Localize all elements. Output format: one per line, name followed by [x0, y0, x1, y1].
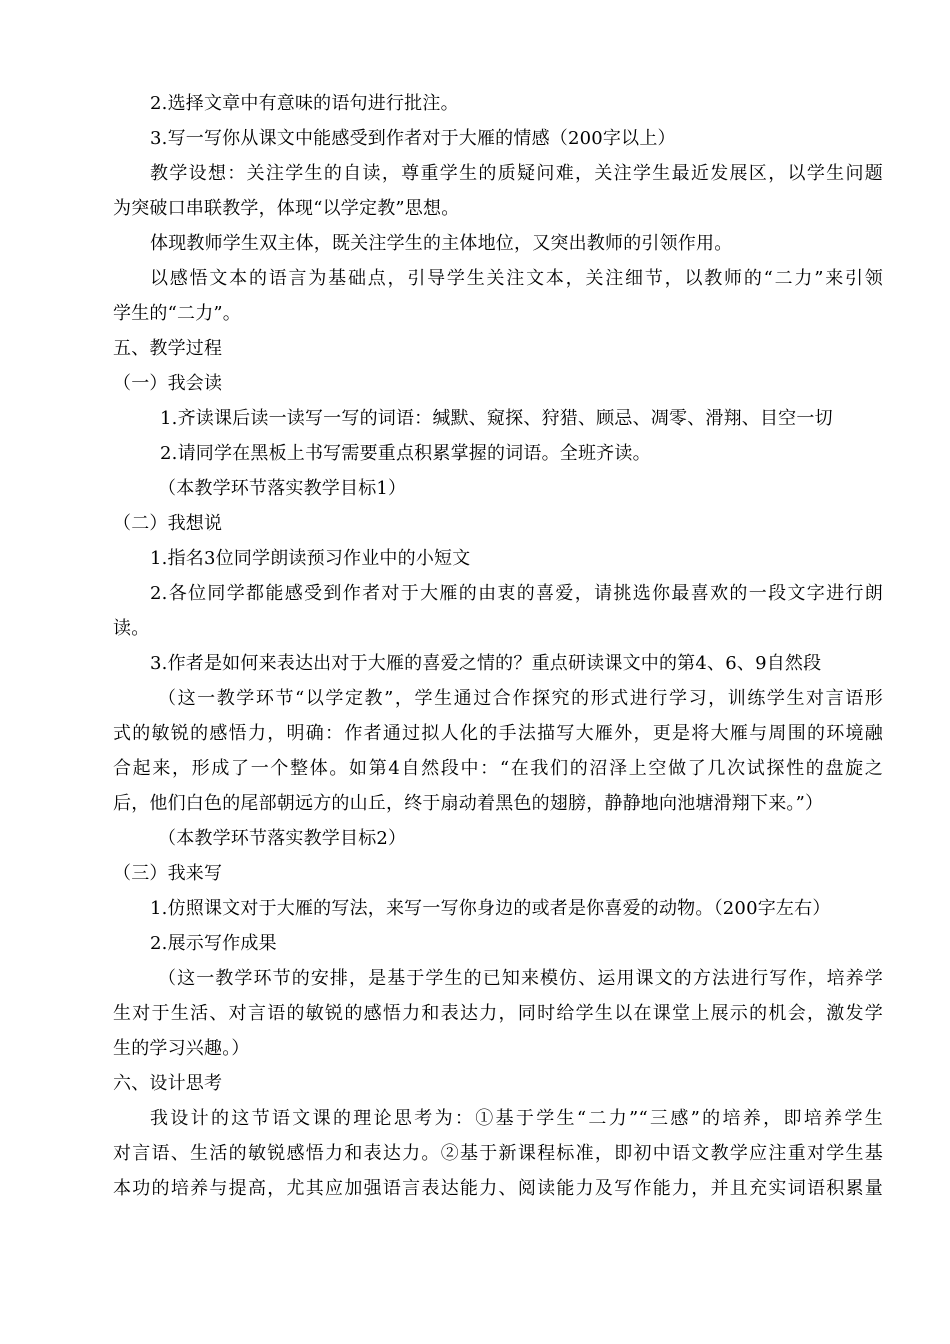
section-heading-6: 六、设计思考	[113, 1073, 223, 1094]
language-basis-line-2: 学生的“二力”。	[113, 303, 242, 324]
say-note-line-4: 后，他们白色的尾部朝远方的山丘，终于扇动着黑色的翅膀，静静地向池塘滑翔下来。”）	[113, 793, 824, 814]
design-thought-line-3: 本功的培养与提高，尤其应加强语言表达能力、阅读能力及写作能力，并且充实词语积累量	[113, 1178, 883, 1199]
say-note-line-1: （这一教学环节“以学定教”，学生通过合作探究的形式进行学习，训练学生对言语形	[158, 688, 883, 709]
design-thought-line-2: 对言语、生活的敏锐感悟力和表达力。②基于新课程标准，即初中语文教学应注重对学生基	[113, 1143, 883, 1164]
teaching-idea-line-1: 教学设想：关注学生的自读，尊重学生的质疑问难，关注学生最近发展区，以学生问题	[150, 163, 883, 184]
read-item-1: 1.齐读课后读一读写一写的词语：缄默、窥探、狩猎、顾忌、凋零、滑翔、目空一切	[160, 408, 833, 429]
teaching-idea-line-2: 为突破口串联教学，体现“以学定教”思想。	[113, 198, 460, 219]
objective-note-1: （本教学环节落实教学目标1）	[158, 478, 407, 499]
say-item-3: 3.作者是如何来表达出对于大雁的喜爱之情的？重点研读课文中的第4、6、9自然段	[150, 653, 822, 674]
subsection-heading-2: （二）我想说	[113, 513, 223, 534]
write-note-line-1: （这一教学环节的安排，是基于学生的已知来模仿、运用课文的方法进行写作，培养学	[158, 968, 883, 989]
write-note-line-3: 生的学习兴趣。）	[113, 1038, 250, 1059]
design-thought-line-1: 我设计的这节语文课的理论思考为：①基于学生“二力”“三感”的培养，即培养学生	[150, 1108, 883, 1129]
write-item-1: 1.仿照课文对于大雁的写法，来写一写你身边的或者是你喜爱的动物。（200字左右）	[150, 898, 831, 919]
say-item-1: 1.指名3位同学朗读预习作业中的小短文	[150, 548, 471, 569]
subsection-heading-1: （一）我会读	[113, 373, 223, 394]
read-item-2: 2.请同学在黑板上书写需要重点积累掌握的词语。全班齐读。	[160, 443, 651, 464]
say-item-2-line-1: 2.各位同学都能感受到作者对于大雁的由衷的喜爱，请挑选你最喜欢的一段文字进行朗	[150, 583, 883, 604]
subsection-heading-3: （三）我来写	[113, 863, 223, 884]
dual-subject-paragraph: 体现教师学生双主体，既关注学生的主体地位，又突出教师的引领作用。	[150, 233, 733, 254]
language-basis-line-1: 以感悟文本的语言为基础点，引导学生关注文本，关注细节，以教师的“二力”来引领	[150, 268, 883, 289]
say-item-2-line-2: 读。	[113, 618, 150, 639]
write-note-line-2: 生对于生活、对言语的敏锐的感悟力和表达力，同时给学生以在课堂上展示的机会，激发学	[113, 1003, 883, 1024]
goal-item-3: 3.写一写你从课文中能感受到作者对于大雁的情感（200字以上）	[150, 128, 676, 149]
section-heading-5: 五、教学过程	[113, 338, 223, 359]
write-item-2: 2.展示写作成果	[150, 933, 277, 954]
say-note-line-3: 合起来，形成了一个整体。如第4自然段中：“在我们的沼泽上空做了几次试探性的盘旋之	[113, 758, 883, 779]
goal-item-2: 2.选择文章中有意味的语句进行批注。	[150, 93, 459, 114]
objective-note-2: （本教学环节落实教学目标2）	[158, 828, 407, 849]
say-note-line-2: 式的敏锐的感悟力，明确：作者通过拟人化的手法描写大雁外，更是将大雁与周围的环境融	[113, 723, 883, 744]
